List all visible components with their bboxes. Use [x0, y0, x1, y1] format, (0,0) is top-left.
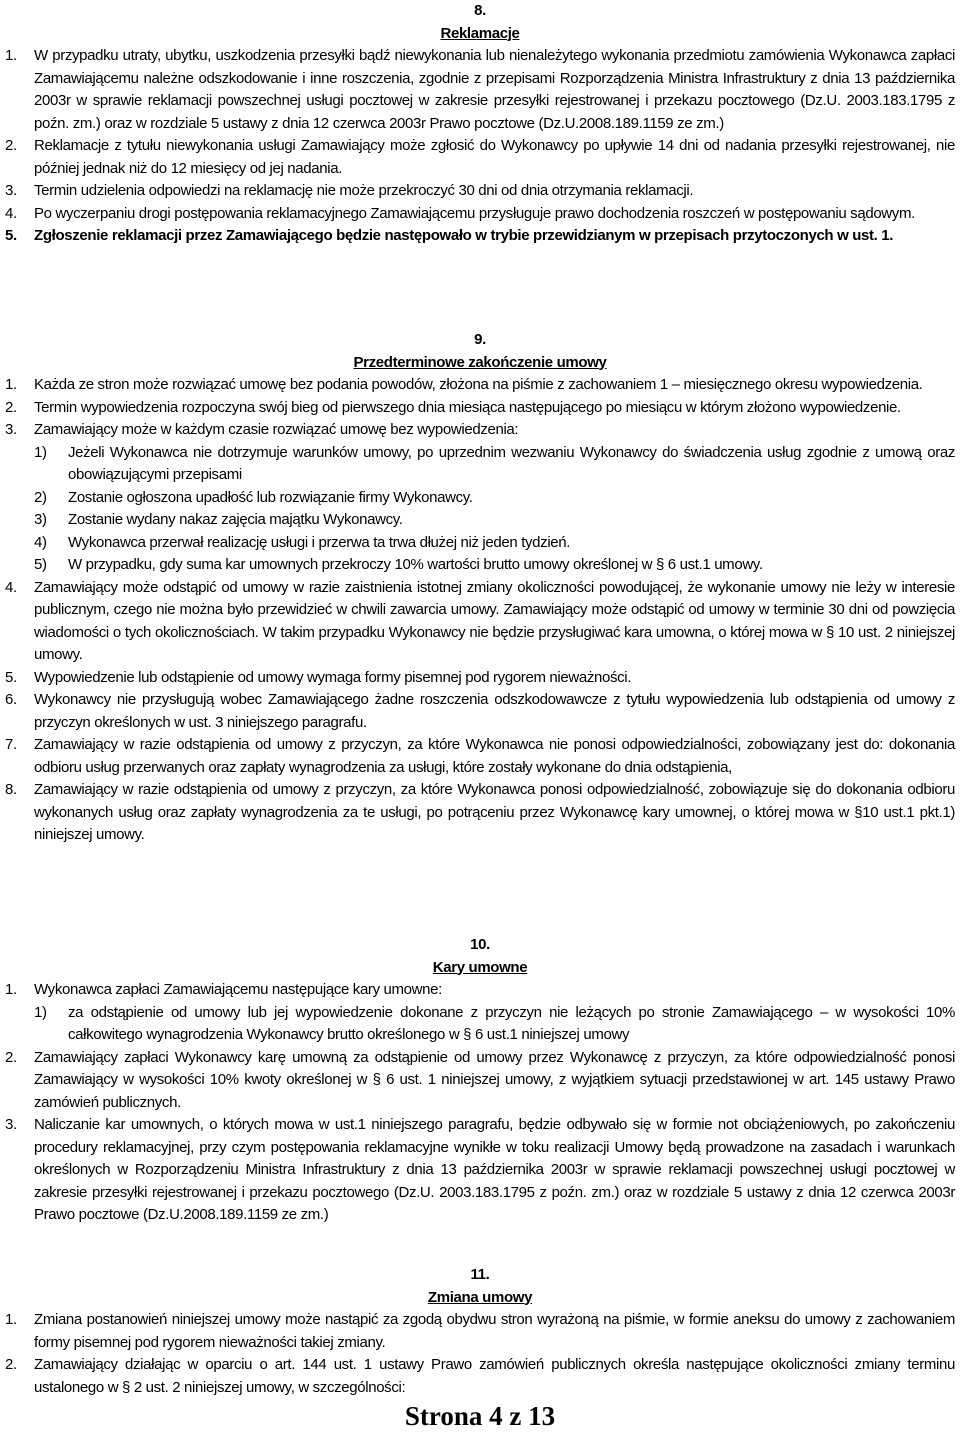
item-text: W przypadku utraty, ubytku, uszkodzenia przesyłki bądź niewykonania lub nienależytego wykonania przedmiotu zamówienia Wykonawca zapłaci Zamawiającemu należne odszkodowanie i inne roszczenia, zgodnie z przepisami Rozporządzenia Ministra Infrastruktury z dnia 13 października 2003r w sprawie reklamacji powszechnej usługi pocztowej w zakresie przesyłki rejestrowanej i przekazu pocztowego (Dz.U. 2003.183.1795 z poźn. zm.) oraz w rozdziale 5 ustawy z dnia 12 czerwca 2003r Prawo pocztowe (Dz.U.2008.189.1159 ze zm.) — [34, 47, 955, 132]
sub-item-text: za odstąpienie od umowy lub jej wypowiedzenie dokonane z przyczyn nie leżących po stronie Zamawiającego – w wysokości 10% całkowitego wynagrodzenia Wykonawcy brutto określonego w § 6 ust.1 niniejszej umowy — [68, 1003, 955, 1043]
sub-item — [34, 509, 955, 532]
sub-item — [34, 487, 955, 510]
section-heading — [5, 1264, 955, 1309]
paragraph-item — [5, 225, 955, 248]
sub-item — [34, 1002, 955, 1047]
item-text: Wykonawca zapłaci Zamawiającemu następujące kary umowne: — [34, 981, 442, 998]
section-heading — [5, 0, 955, 45]
section-9 — [5, 329, 955, 847]
sub-item-number: 1) — [34, 1003, 47, 1021]
sub-item-text: W przypadku, gdy suma kar umownych przekroczy 10% wartości brutto umowy określonej w § 6 ust.1 umowy. — [68, 556, 763, 573]
item-number: 5. — [5, 227, 17, 244]
paragraph-item — [5, 734, 955, 779]
item-number: 3. — [5, 1116, 17, 1133]
paragraph-item — [5, 45, 955, 135]
sub-item — [34, 532, 955, 555]
section-11 — [5, 1264, 955, 1399]
paragraph-item — [5, 1047, 955, 1115]
section-8 — [5, 0, 955, 248]
sub-item-number: 2) — [34, 488, 47, 506]
section-heading — [5, 934, 955, 979]
page-number-footer: Strona 4 z 13 — [404, 1401, 556, 1431]
paragraph-item — [5, 419, 955, 577]
item-number: 2. — [5, 398, 17, 416]
item-number: 1. — [5, 981, 17, 998]
item-text: Zamawiający może w każdym czasie rozwiązać umowę bez wypowiedzenia: — [34, 421, 519, 438]
paragraph-item — [5, 1354, 955, 1399]
paragraph-item — [5, 180, 955, 203]
paragraph-item — [5, 397, 955, 420]
item-number: 2. — [5, 137, 17, 154]
item-number: 1. — [5, 47, 17, 64]
sub-item-text: Wykonawca przerwał realizację usługi i przerwa ta trwa dłużej niż jeden tydzień. — [68, 533, 571, 551]
paragraph-item — [5, 667, 955, 690]
item-number: 8. — [5, 781, 17, 798]
paragraph-item — [5, 1309, 955, 1354]
section-heading — [5, 329, 955, 374]
section-number: 10. — [470, 936, 490, 953]
sub-item-text: Zostanie ogłoszona upadłość lub rozwiązanie firmy Wykonawcy. — [68, 488, 473, 506]
sub-item-text: Zostanie wydany nakaz zajęcia majątku Wykonawcy. — [68, 511, 403, 528]
item-text: Zamawiający zapłaci Wykonawcy karę umowną za odstąpienie od umowy przez Wykonawcę z przyczyn, za które odpowiedzialność ponosi Zamawiający w wysokości 10% kwoty określonej w § 6 ust. 1 niniejszej umowy, z wyjątkiem sytuacji przedstawionej w art. 145 ustawy Prawo zamówień publicznych. — [34, 1048, 955, 1111]
item-text: Termin udzielenia odpowiedzi na reklamację nie może przekroczyć 30 dni od dnia otrzymania reklamacji. — [34, 182, 694, 199]
sub-item-number: 4) — [34, 533, 47, 551]
section-title: Zmiana umowy — [427, 1288, 533, 1306]
item-text: Reklamacje z tytułu niewykonania usługi Zamawiający może zgłosić do Wykonawcy po upływie 14 dni od nadania przesyłki rejestrowanej, nie później jednak niż do 12 miesięcy od jej nadania. — [34, 137, 955, 177]
paragraph-item — [5, 1114, 955, 1227]
item-text: Zamawiający może odstąpić od umowy w razie zaistnienia istotnej zmiany okoliczności powodującej, że wykonanie umowy nie leży w interesie publicznym, czego nie można było przewidzieć w chwili zawarcia umowy. Zamawiający może odstąpić od umowy w terminie 30 dni od powzięcia wiadomości o tych okolicznościach. W takim przypadku Wykonawcy nie będzie przysługiwać kara umowna, o której mowa w § 10 ust. 2 niniejszej umowy. — [34, 578, 955, 663]
paragraph-item — [5, 689, 955, 734]
sub-item-number: 3) — [34, 511, 47, 528]
sub-item-number: 5) — [34, 556, 47, 573]
item-number: 3. — [5, 182, 17, 199]
item-number: 3. — [5, 421, 17, 438]
item-number: 4. — [5, 578, 17, 596]
item-text: Każda ze stron może rozwiązać umowę bez podania powodów, złożona na piśmie z zachowaniem 1 – miesięcznego okresu wypowiedzenia. — [34, 376, 923, 393]
paragraph-item — [5, 979, 955, 1047]
item-number: 1. — [5, 1311, 17, 1328]
item-number: 2. — [5, 1356, 17, 1373]
item-text: Zgłoszenie reklamacji przez Zamawiającego będzie następowało w trybie przewidzianym w przepisach przytoczonych w ust. 1. — [34, 227, 894, 244]
section-number: 9. — [474, 331, 486, 348]
item-text: Wypowiedzenie lub odstąpienie od umowy wymaga formy pisemnej pod rygorem nieważności. — [34, 668, 632, 686]
paragraph-item — [5, 374, 955, 397]
sub-item-number: 1) — [34, 443, 47, 461]
item-text: Wykonawcy nie przysługują wobec Zamawiającego żadne roszczenia odszkodowawcze z tytułu wypowiedzenia lub odstąpienia od umowy z przyczyn określonych w ust. 3 niniejszego paragrafu. — [34, 691, 955, 731]
item-number: 7. — [5, 736, 17, 753]
section-number: 8. — [474, 2, 486, 19]
section-title: Przedterminowe zakończenie umowy — [353, 353, 607, 371]
section-title: Reklamacje — [440, 24, 520, 42]
sub-item-text: Jeżeli Wykonawca nie dotrzymuje warunków umowy, po uprzednim wezwaniu Wykonawcy do świadczenia usług zgodnie z umową oraz obowiązującymi przepisami — [68, 443, 955, 483]
section-10 — [5, 934, 955, 1227]
item-text: Zamawiający w razie odstąpienia od umowy z przyczyn, za które Wykonawca ponosi odpowiedzialność, zobowiązuje się do dokonania odbioru wykonanych usług oraz zapłaty wynagrodzenia za te usługi, po potrąceniu przez Wykonawcę kary umownej, o której mowa w §10 ust.1 pkt.1) niniejszej umowy. — [34, 781, 955, 843]
sub-item — [34, 442, 955, 487]
paragraph-item — [5, 203, 955, 226]
item-text: Naliczanie kar umownych, o których mowa w ust.1 niniejszego paragrafu, będzie odbywało się w formie not obciążeniowych, po zakończeniu procedury reklamacyjnej, przy czym postępowania reklamacyjne wynikłe w toku realizacji Umowy będą prowadzone na zasadach i warunkach określonych w Rozporządzeniu Ministra Infrastruktury z dnia 13 października 2003r w sprawie reklamacji powszechnej usługi pocztowej w zakresie przesyłki rejestrowanej i przekazu pocztowego (Dz.U. 2003.183.1795 z poźn. zm.) oraz w rozdziale 5 ustawy z dnia 12 czerwca 2003r Prawo pocztowe (Dz.U.2008.189.1159 ze zm.) — [34, 1116, 955, 1223]
section-title: Kary umowne — [432, 958, 528, 976]
paragraph-item — [5, 135, 955, 180]
item-text: Termin wypowiedzenia rozpoczyna swój bieg od pierwszego dnia miesiąca następującego po miesiącu w którym złożono wypowiedzenie. — [34, 398, 901, 416]
section-number: 11. — [470, 1266, 490, 1283]
item-number: 5. — [5, 668, 17, 686]
paragraph-item — [5, 779, 955, 847]
item-text: Zamawiający działając w oparciu o art. 144 ust. 1 ustawy Prawo zamówień publicznych określa następujące okoliczności zmiany terminu ustalonego w § 2 ust. 2 niniejszej umowy, w szczególności: — [34, 1356, 955, 1396]
item-number: 4. — [5, 204, 17, 222]
item-text: Po wyczerpaniu drogi postępowania reklamacyjnego Zamawiającemu przysługuje prawo dochodzenia roszczeń w postępowaniu sądowym. — [34, 204, 915, 222]
item-number: 1. — [5, 376, 17, 393]
item-text: Zmiana postanowień niniejszej umowy może nastąpić za zgodą obydwu stron wyrażoną na piśmie, w formie aneksu do umowy z zachowaniem formy pisemnej pod rygorem nieważności takiej zmiany. — [34, 1311, 955, 1351]
item-number: 6. — [5, 691, 17, 708]
item-number: 2. — [5, 1048, 17, 1066]
paragraph-item — [5, 577, 955, 667]
item-text: Zamawiający w razie odstąpienia od umowy z przyczyn, za które Wykonawca nie ponosi odpowiedzialności, zobowiązany jest do: dokonania odbioru usług przerwanych oraz zapłaty wynagrodzenia za usługi, które zostały wykonane do dnia odstąpienia, — [34, 736, 955, 776]
sub-item — [34, 554, 955, 577]
